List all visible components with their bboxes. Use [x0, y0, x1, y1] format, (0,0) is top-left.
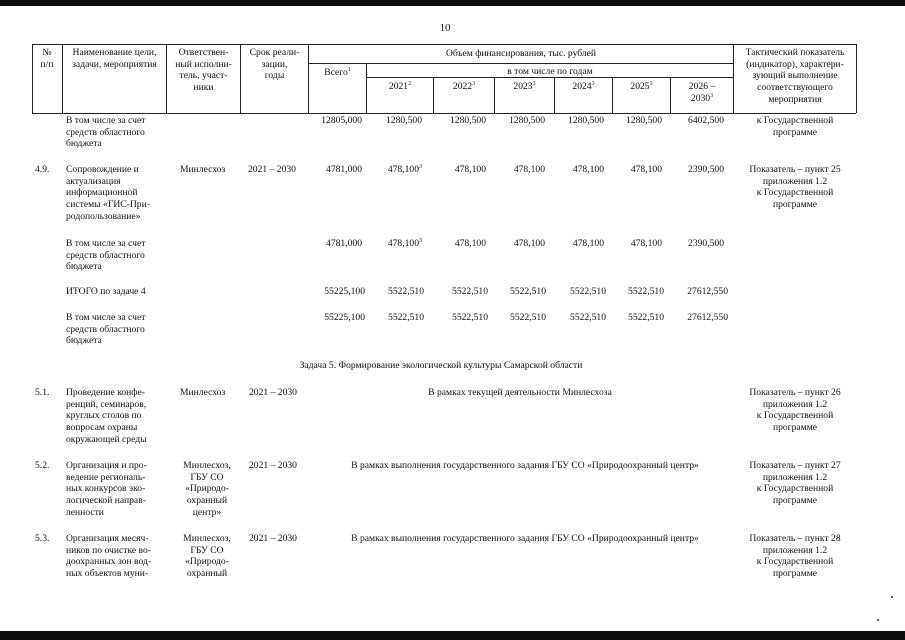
cell-2023: 1280,500: [509, 115, 545, 126]
cell-total: 55225,100: [324, 286, 365, 297]
row-name: Организация и про- ведение региональ- ных конкурсов эко- логической направ- ленности: [66, 460, 147, 518]
row-responsible: Минлесхоз: [180, 164, 226, 175]
row-term: 2021 – 2030: [249, 387, 297, 398]
cell-2022: 1280,500: [450, 115, 486, 126]
header-term: Срок реали- зации, годы: [249, 47, 300, 82]
cell-2022: 5522,510: [452, 312, 488, 323]
page-number: 10: [439, 22, 451, 34]
header-year-2023: 2023$^3$: [513, 80, 536, 92]
cell-2024: 5522,510: [570, 312, 606, 323]
cell-indicator: Показатель – пункт 27 приложения 1.2 к Государственной программе: [749, 460, 841, 507]
cell-2025: 5522,510: [628, 312, 664, 323]
row-responsible: Минлесхоз, ГБУ СО «Природо- охранный: [183, 533, 231, 580]
scan-speck: [877, 619, 879, 621]
cell-2026-2030: 2390,500: [688, 238, 724, 249]
cell-2023: 5522,510: [510, 312, 546, 323]
row-num: 5.1.: [35, 387, 50, 398]
cell-2025: 5522,510: [628, 286, 664, 297]
header-year-2021: 2021$^2$: [388, 80, 412, 92]
cell-2024: 1280,500: [568, 115, 604, 126]
cell-2025: 1280,500: [626, 115, 662, 126]
row-merged-funding: В рамках текущей деятельности Минлесхоза: [428, 387, 612, 398]
row-name: Проведение конфе- ренций, семинаров, круглых столов по вопросам охраны окружающей среды: [66, 387, 147, 445]
header-by-years: в том числе по годам: [507, 66, 593, 77]
row-name: В том числе за счет средств областного бюджета: [66, 312, 146, 347]
header-indicator: Тактический показатель (индикатор), характери- зующий выполнение соответствующего мероприятия: [745, 47, 845, 105]
cell-2022: 478,100: [454, 164, 486, 175]
header-year-2022: 2022$^3$: [452, 80, 476, 92]
row-name: Организация месяч- ников по очистке во- доохранных зон вод- ных объектов муни-: [66, 533, 152, 580]
row-name: ИТОГО по задаче 4: [66, 286, 146, 297]
cell-indicator: к Государственной программе: [756, 115, 834, 138]
cell-2021: 478,100$^3$: [387, 237, 422, 249]
row-merged-funding: В рамках выполнения государственного задания ГБУ СО «Природоохранный центр»: [351, 533, 699, 544]
cell-2021: 5522,510: [388, 312, 424, 323]
header-funding: Объем финансирования, тыс. рублей: [445, 48, 597, 59]
bottom-scan-border: [0, 631, 905, 640]
header-year-2025: 2025$^3$: [630, 80, 653, 92]
top-scan-border: [0, 0, 905, 6]
scan-speck: [891, 596, 893, 598]
cell-2022: 478,100: [454, 238, 486, 249]
cell-2024: 478,100: [572, 238, 604, 249]
header-year-2026-2030: 2026 – 2030$^3$: [688, 81, 716, 104]
cell-indicator: Показатель – пункт 25 приложения 1.2 к Государственной программе: [749, 164, 841, 211]
cell-total: 12805,000: [321, 115, 362, 126]
cell-2023: 5522,510: [510, 286, 546, 297]
row-num: 4.9.: [35, 164, 50, 175]
cell-total: 55225,100: [324, 312, 365, 323]
cell-2024: 478,100: [572, 164, 604, 175]
cell-2023: 478,100: [513, 238, 545, 249]
cell-2021: 1280,500: [386, 115, 422, 126]
cell-2021: 478,100$^3$: [387, 163, 422, 175]
row-name: В том числе за счет средств областного бюджета: [66, 238, 146, 273]
row-num: 5.2.: [35, 460, 50, 471]
cell-2026-2030: 6402,500: [688, 115, 724, 126]
cell-2021: 5522,510: [388, 286, 424, 297]
row-num: 5.3.: [35, 533, 50, 544]
cell-2022: 5522,510: [452, 286, 488, 297]
row-responsible: Минлесхоз: [180, 387, 226, 398]
cell-2023: 478,100: [513, 164, 545, 175]
header-responsible: Ответствен- ный исполни- тель, участ- ники: [175, 47, 232, 94]
header-num: № п/п: [40, 47, 54, 70]
row-name: Сопровождение и актуализация информационной системы «ГИС-При- родопользование»: [66, 164, 150, 222]
cell-2025: 478,100: [630, 164, 662, 175]
cell-2026-2030: 27612,550: [687, 312, 728, 323]
row-term: 2021 – 2030: [249, 460, 297, 471]
cell-total: 4781,000: [326, 164, 362, 175]
header-year-2024: 2024$^3$: [572, 80, 595, 92]
cell-total: 4781,000: [326, 238, 362, 249]
row-name: В том числе за счет средств областного бюджета: [66, 115, 146, 150]
row-responsible: Минлесхоз, ГБУ СО «Природо- охранный центр»: [183, 460, 231, 518]
row-merged-funding: В рамках выполнения государственного задания ГБУ СО «Природоохранный центр»: [351, 460, 699, 471]
header-name: Наименование цели, задачи, мероприятия: [72, 47, 157, 70]
cell-2026-2030: 2390,500: [688, 164, 724, 175]
cell-indicator: Показатель – пункт 28 приложения 1.2 к Государственной программе: [749, 533, 841, 580]
task-heading: Задача 5. Формирование экологической культуры Самарской области: [299, 360, 583, 371]
row-term: 2021 – 2030: [249, 533, 297, 544]
row-term: 2021 – 2030: [248, 164, 296, 175]
cell-2025: 478,100: [630, 238, 662, 249]
header-total: Всего$^1$: [324, 66, 351, 78]
cell-2026-2030: 27612,550: [687, 286, 728, 297]
cell-2024: 5522,510: [570, 286, 606, 297]
cell-indicator: Показатель – пункт 26 приложения 1.2 к Государственной программе: [749, 387, 841, 434]
